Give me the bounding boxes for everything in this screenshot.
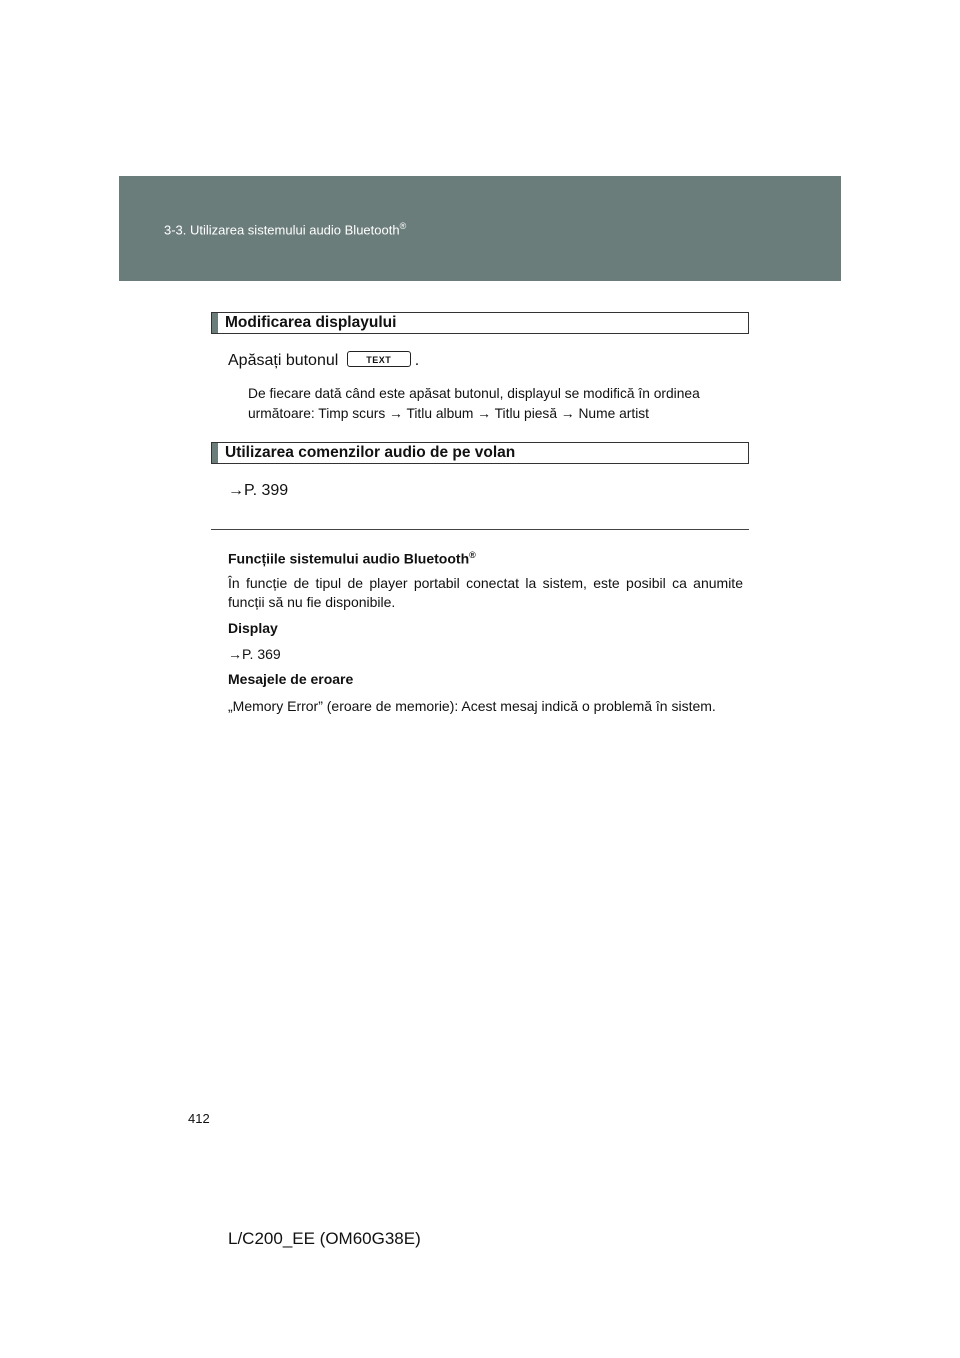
step-press-button — [228, 352, 419, 370]
errors-text: „Memory Error” (eroare de memorie): Acest mesaj indică o problemă în sistem. — [228, 698, 716, 714]
info-paragraph: În funcție de tipul de player portabil conectat la sistem, este posibil ca anumite funcții să nu fie disponibile. — [228, 575, 743, 610]
chapter-header — [119, 176, 841, 281]
text-button-icon: TEXT — [347, 351, 411, 367]
info-title — [228, 546, 743, 569]
registered-mark: ® — [469, 550, 476, 560]
display-order-note: De fiecare dată când este apăsat butonul, displayul se modifică în ordinea următoare: Timp scurs → Titlu album → Titlu piesă → Nume artist — [248, 386, 700, 421]
chapter-title-text: 3-3. Utilizarea sistemului audio Bluetooth — [164, 222, 400, 238]
section-heading-steering-controls — [211, 442, 749, 464]
registered-mark: ® — [399, 221, 407, 231]
info-title-text: Funcțiile sistemului audio Bluetooth — [228, 550, 470, 567]
document-code: L/C200_EE (OM60G38E) — [228, 1229, 421, 1248]
display-reference: →P. 369 — [228, 646, 281, 662]
chapter-title — [164, 221, 406, 237]
section-heading-display — [211, 312, 749, 334]
errors-heading: Mesajele de eroare — [228, 671, 354, 687]
display-heading: Display — [228, 620, 278, 636]
page-number: 412 — [188, 1111, 210, 1126]
step-suffix: . — [414, 352, 420, 369]
section-heading-label: Modificarea displayului — [225, 314, 397, 331]
divider — [211, 529, 749, 530]
section-heading-label: Utilizarea comenzilor audio de pe volan — [225, 444, 516, 461]
page-reference: →P. 399 — [228, 482, 289, 499]
step-text: Apăsați butonul — [228, 352, 339, 369]
section-accent — [212, 313, 218, 333]
section-accent — [212, 443, 218, 463]
